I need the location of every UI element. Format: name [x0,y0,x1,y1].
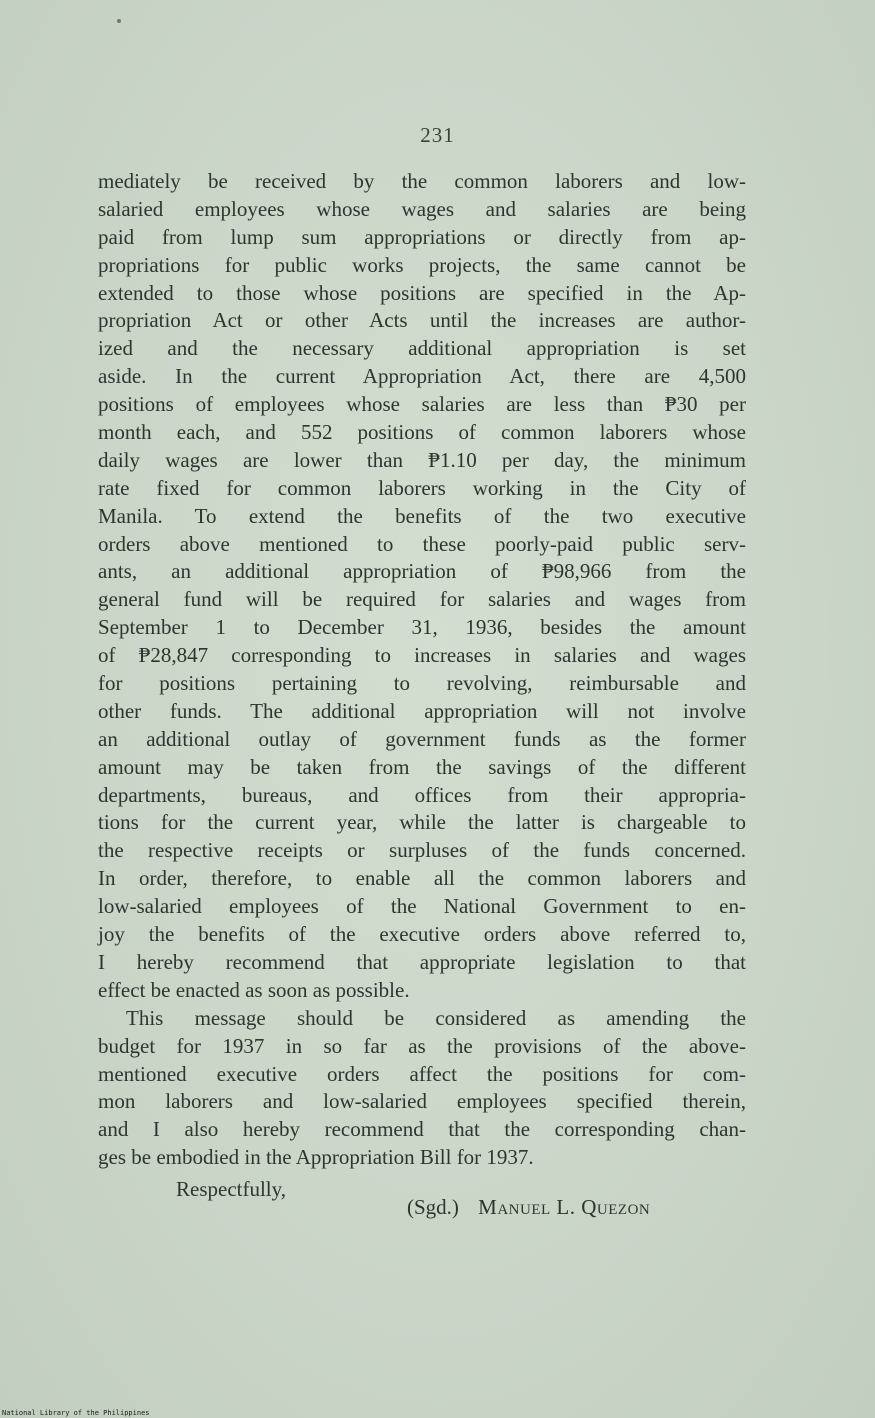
body-text [98,168,746,1172]
page-number: 231 [420,123,455,147]
text-line: tions for the current year, while the latter is chargeable to [98,810,746,835]
paper-speck [117,19,121,23]
text-line: In order, therefore, to enable all the common laborers and [98,866,746,891]
text-line: mon laborers and low-salaried employees specified therein, [98,1089,746,1114]
signature-prefix: (Sgd.) [407,1195,459,1219]
text-line: ants, an additional appropriation of ₱98,966 from the [98,559,746,584]
text-line: propriation Act or other Acts until the increases are author- [98,308,746,333]
text-line: month each, and 552 positions of common laborers whose [98,420,746,445]
text-line: mentioned executive orders affect the positions for com- [98,1061,746,1086]
text-line: positions of employees whose salaries are less than ₱30 per [98,392,746,417]
text-line: other funds. The additional appropriation will not involve [98,698,746,723]
text-line: amount may be taken from the savings of the different [98,754,746,779]
text-line: of ₱28,847 corresponding to increases in salaries and wages [98,643,746,668]
text-line: daily wages are lower than ₱1.10 per day, the minimum [98,447,746,472]
footer-credit: National Library of the Philippines [2,1409,150,1417]
text-line: effect be enacted as soon as possible. [98,977,410,1002]
text-line: orders above mentioned to these poorly-paid public serv- [98,531,746,556]
text-line: low-salaried employees of the National Government to en- [98,894,746,919]
signature-block [407,1195,650,1220]
text-line: budget for 1937 in so far as the provisions of the above- [98,1033,746,1058]
signatory-name: Manuel L. Quezon [478,1195,651,1219]
text-line: ges be embodied in the Appropriation Bill for 1937. [98,1145,534,1170]
text-line: I hereby recommend that appropriate legislation to that [98,949,746,974]
text-line: rate fixed for common laborers working in the City of [98,475,746,500]
text-line: and I also hereby recommend that the corresponding chan- [98,1117,746,1142]
text-line: general fund will be required for salaries and wages from [98,587,746,612]
text-line: extended to those whose positions are specified in the Ap- [98,280,746,305]
text-line: salaried employees whose wages and salaries are being [98,196,746,221]
text-line: mediately be received by the common laborers and low- [98,169,746,193]
text-line: This message should be considered as amending the [126,1005,746,1030]
text-line: departments, bureaus, and offices from their appropria- [98,782,746,807]
text-line: paid from lump sum appropriations or directly from ap- [98,224,746,249]
text-line: for positions pertaining to revolving, reimbursable and [98,671,746,696]
text-line: propriations for public works projects, the same cannot be [98,252,746,277]
text-line: the respective receipts or surpluses of the funds concerned. [98,838,746,863]
text-line: aside. In the current Appropriation Act, there are 4,500 [98,364,746,389]
text-line: ized and the necessary additional appropriation is set [98,336,746,361]
paragraph [98,168,746,1005]
text-line: joy the benefits of the executive orders above referred to, [98,922,746,947]
text-line: Manila. To extend the benefits of the two executive [98,503,746,528]
text-line: an additional outlay of government funds as the former [98,726,746,751]
closing-salutation: Respectfully, [176,1177,287,1201]
paragraph [98,1005,746,1172]
text-line: September 1 to December 31, 1936, besides the amount [98,615,746,640]
